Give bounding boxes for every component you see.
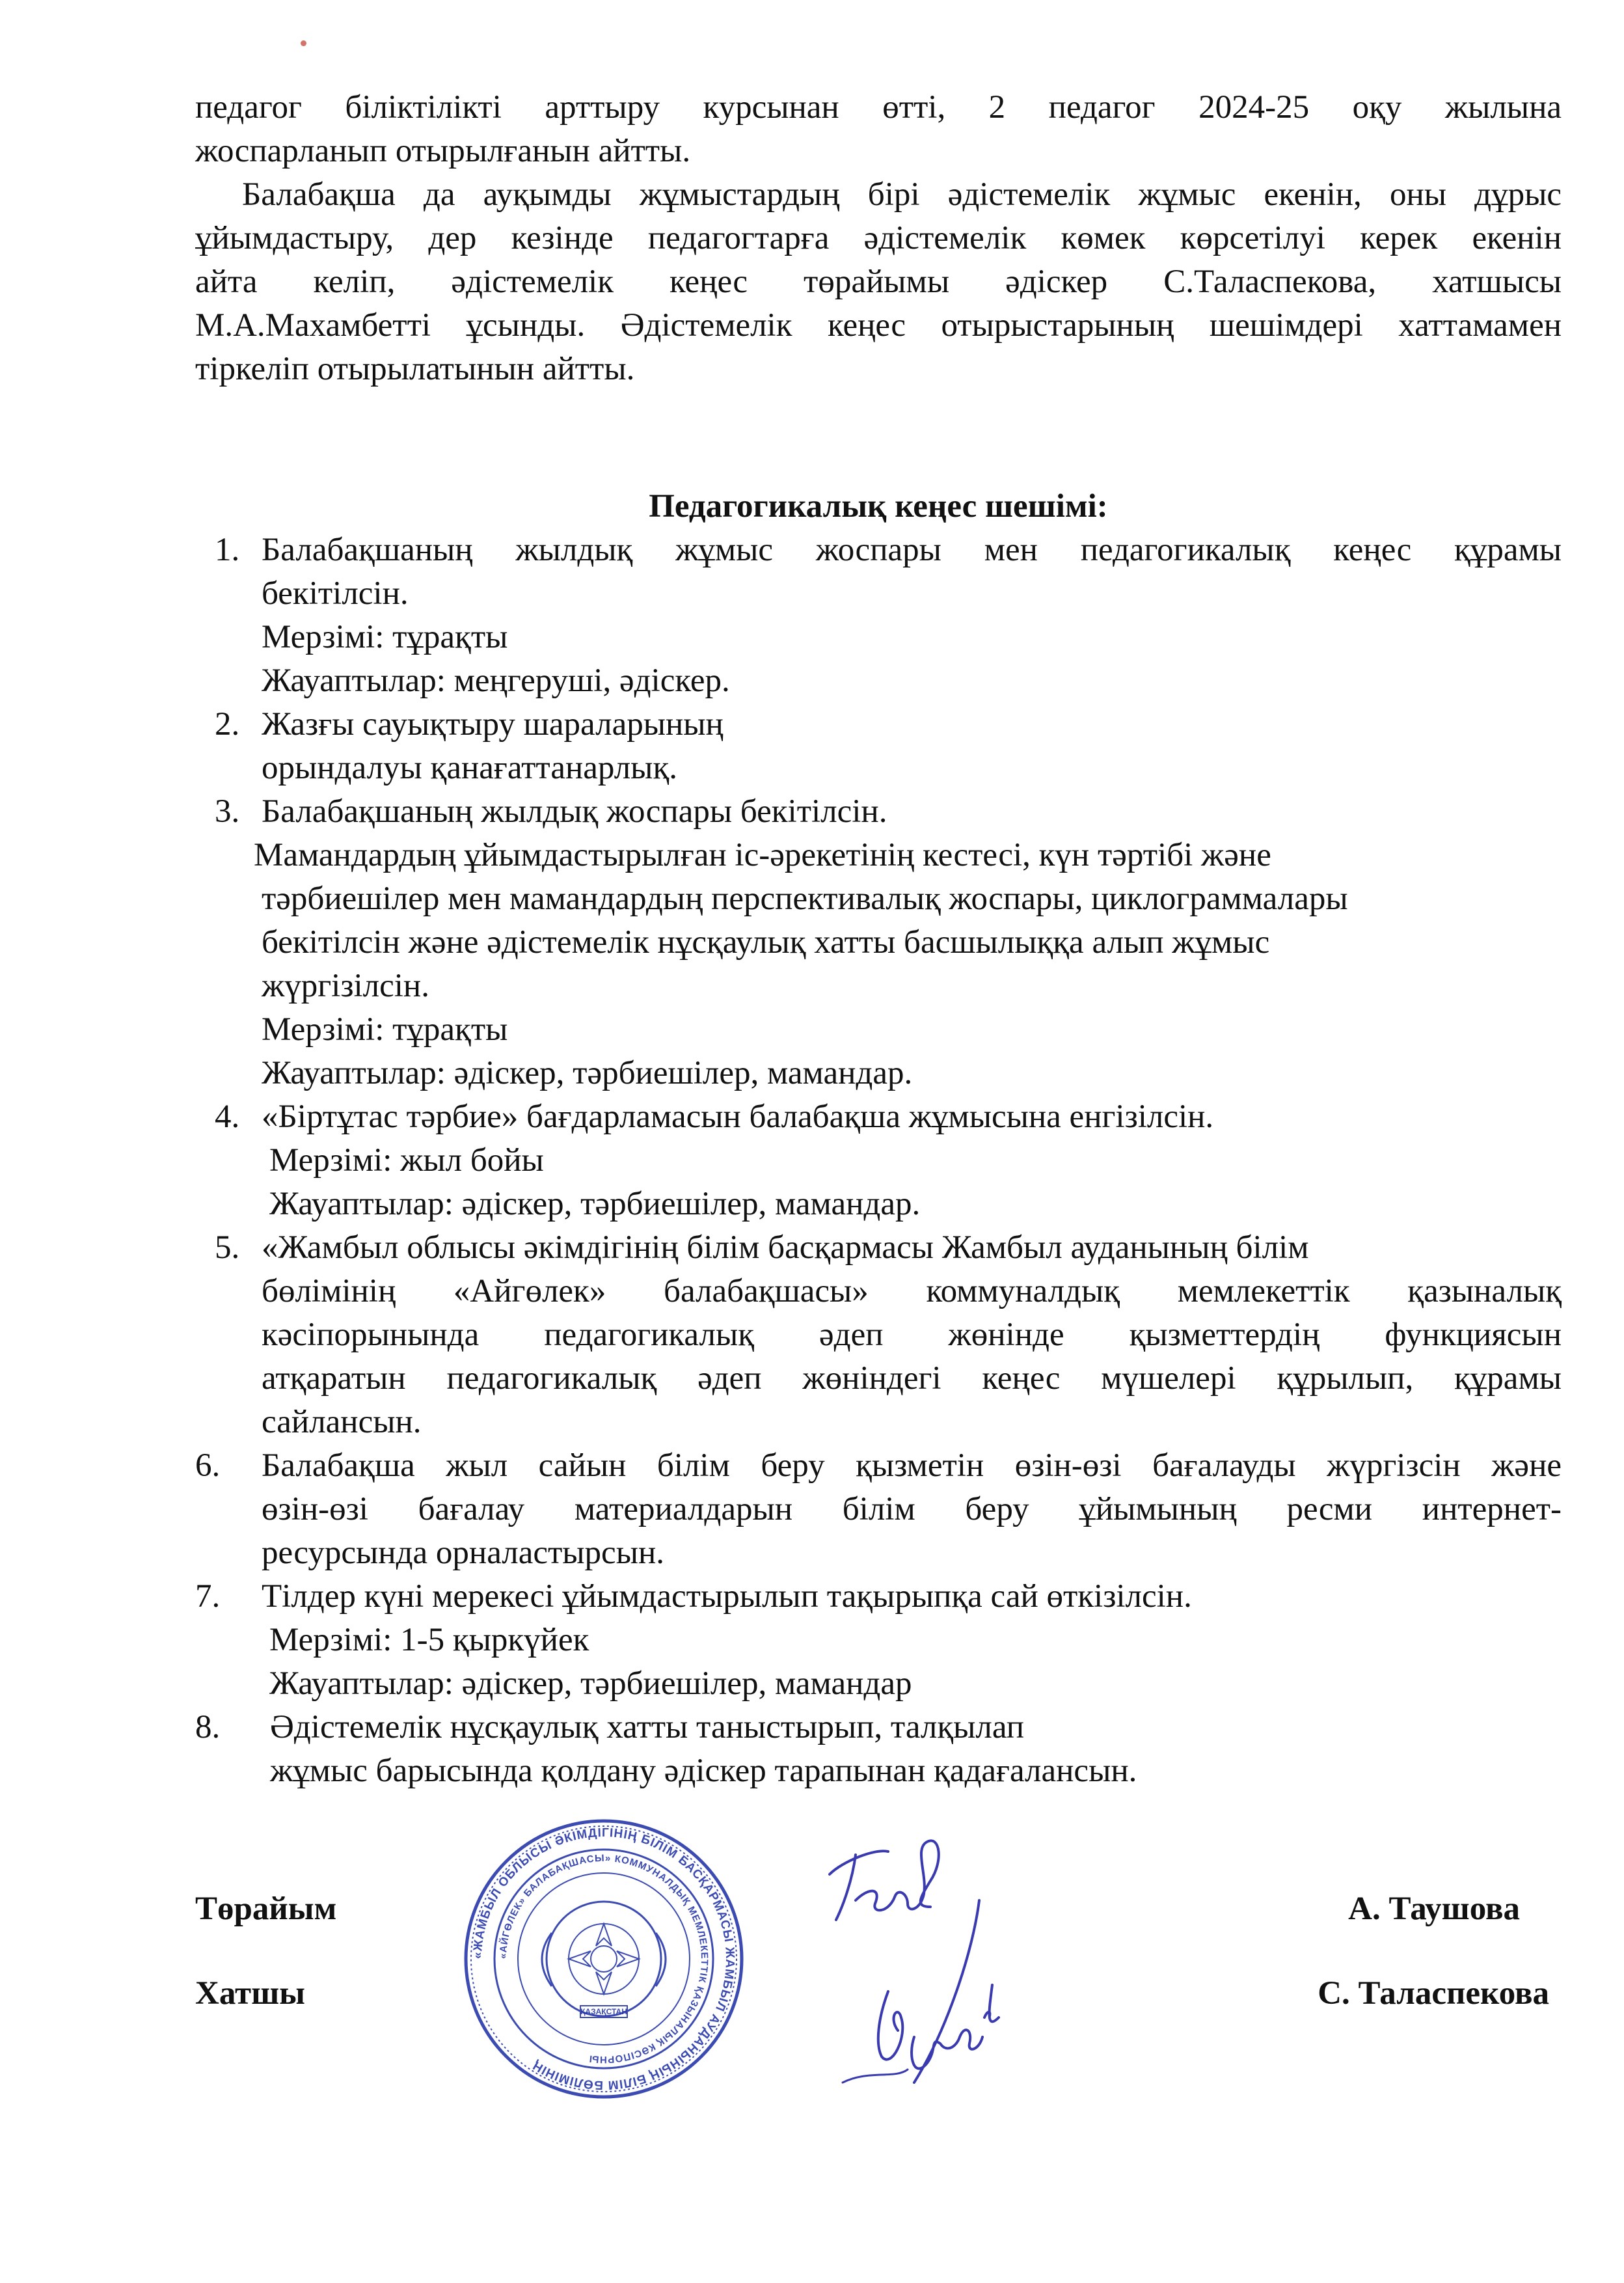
decision-line: кәсіпорынында педагогикалық әдеп жөнінде қызметтердің функциясын (262, 1317, 1562, 1353)
stamp-outer-text: «ЖАМБЫЛ ОБЛЫСЫ ӘКІМДІГІНІҢ БІЛІМ БАСҚАРМАСЫ ЖАМБЫЛ АУДАНЫНЫҢ БІЛІМ БӨЛІМІНІҢ (470, 1825, 737, 2092)
intro-p2-line-4: М.А.Махамбетті ұсынды. Әдістемелік кеңес отырыстарының шешімдері хаттамамен (195, 307, 1562, 344)
stamp-center-text: ҚАЗАҚСТАН (580, 2007, 627, 2016)
decision-line: «Жамбыл облысы әкімдігінің білім басқармасы Жамбыл ауданының білім (262, 1229, 1309, 1266)
decision-line: Жауаптылар: меңгеруші, әдіскер. (262, 663, 730, 699)
intro-p2-line-2: ұйымдастыру, дер кезінде педагогтарға әдістемелік көмек көрсетілуі керек екенін (195, 220, 1562, 256)
decision-line: Мерзімі: тұрақты (262, 619, 508, 655)
intro-p1-line-1: педагог біліктілікті арттыру курсынан өтті, 2 педагог 2024-25 оқу жылына (195, 89, 1562, 126)
decision-line: жұмыс барысында қолдану әдіскер тарапынан қадағалансын. (270, 1753, 1137, 1789)
secretary-label: Хатшы (195, 1975, 305, 2012)
decision-line: тәрбиешілер мен мамандардың перспективалық жоспары, циклограммалары (262, 881, 1348, 917)
decision-line: орындалуы қанағаттанарлық. (262, 750, 677, 786)
intro-p2-line-5: тіркеліп отырылатынын айтты. (195, 351, 635, 387)
decisions-heading: Педагогикалық кеңес шешімі: (649, 488, 1108, 525)
scan-mark (301, 40, 306, 46)
decision-line: бөлімінің «Айгөлек» балабақшасы» коммуналдық мемлекеттік қазыналық (262, 1273, 1562, 1309)
decision-item-1 (195, 528, 1562, 703)
decision-line: Тілдер күні мерекесі ұйымдастырылып тақырыпқа сай өткізілсін. (262, 1578, 1192, 1615)
decisions-list (195, 528, 1562, 1793)
decision-number: 6. (195, 1447, 221, 1484)
decision-item-3 (195, 790, 1562, 1095)
decision-line: Мерзімі: тұрақты (262, 1011, 508, 1048)
decision-line: бекітілсін. (262, 575, 409, 612)
intro-p1-line-2: жоспарланып отырылғанын айтты. (195, 133, 691, 169)
chair-label: Төрайым (195, 1891, 337, 1927)
decision-line: Мамандардың ұйымдастырылған іс-әрекетінің кестесі, күн тәртібі және (254, 837, 1271, 873)
decision-item-2 (195, 703, 1562, 790)
decision-line: Балабақша жыл сайын білім беру қызметін өзін-өзі бағалауды жүргізсін және (262, 1447, 1562, 1484)
decision-line: бекітілсін және әдістемелік нұсқаулық хатты басшылыққа алып жұмыс (262, 924, 1270, 961)
intro-p2-line-3: айта келіп, әдістемелік кеңес төрайымы әдіскер С.Таласпекова, хатшысы (195, 264, 1562, 300)
decision-number: 3. (215, 793, 240, 830)
decision-line: Балабақшаның жылдық жоспары бекітілсін. (262, 793, 887, 830)
decision-item-8 (195, 1706, 1562, 1793)
decision-number: 7. (195, 1578, 221, 1615)
decision-number: 2. (215, 706, 240, 743)
decision-item-5 (195, 1226, 1562, 1444)
decision-number: 1. (215, 532, 240, 568)
decision-line: Жазғы сауықтыру шараларының (262, 706, 724, 743)
decision-line: Мерзімі: жыл бойы (269, 1142, 544, 1179)
decision-line: өзін-өзі бағалау материалдарын білім беру ұйымының ресми интернет- (262, 1491, 1562, 1527)
decision-number: 5. (215, 1229, 240, 1266)
decision-line: Жауаптылар: әдіскер, тәрбиешілер, мамандар (269, 1665, 912, 1702)
decision-line: Жауаптылар: әдіскер, тәрбиешілер, мамандар. (269, 1186, 921, 1222)
handwritten-signatures (817, 1822, 1064, 2109)
chair-name: А. Таушова (1348, 1891, 1520, 1927)
decision-line: «Біртұтас тәрбие» бағдарламасын балабақша жұмысына енгізілсін. (262, 1099, 1214, 1135)
intro-p2-line-1: Балабақша да ауқымды жұмыстардың бірі әдістемелік жұмыс екенін, оны дұрыс (242, 176, 1562, 213)
decision-line: Жауаптылар: әдіскер, тәрбиешілер, мамандар. (262, 1055, 913, 1091)
secretary-name: С. Таласпекова (1318, 1975, 1549, 2012)
decision-line: жүргізілсін. (262, 968, 429, 1004)
decision-number: 4. (215, 1099, 240, 1135)
official-stamp (461, 1816, 747, 2102)
decision-line: Балабақшаның жылдық жұмыс жоспары мен педагогикалық кеңес құрамы (262, 532, 1562, 568)
decision-line: Әдістемелік нұсқаулық хатты таныстырып, талқылап (270, 1709, 1025, 1745)
decision-item-4 (195, 1095, 1562, 1226)
svg-text:«ЖАМБЫЛ ОБЛЫСЫ ӘКІМДІГІНІҢ БІЛ (471, 1826, 737, 2092)
decision-line: атқаратын педагогикалық әдеп жөніндегі кеңес мүшелері құрылып, құрамы (262, 1360, 1562, 1397)
intro-paragraph-1 (195, 86, 1562, 173)
decision-item-7 (195, 1575, 1562, 1706)
decision-line: ресурсында орналастырсын. (262, 1535, 664, 1571)
decision-number: 8. (195, 1709, 221, 1745)
decision-line: Мерзімі: 1-5 қыркүйек (269, 1622, 589, 1658)
stamp-inner-text: «АЙГӨЛЕК» БАЛАБАҚШАСЫ» КОММУНАЛДЫҚ МЕМЛЕКЕТТІК ҚАЗЫНАЛЫҚ КӘСІПОРНЫ (497, 1852, 710, 2066)
decision-item-6 (195, 1444, 1562, 1575)
intro-paragraph-2 (195, 173, 1562, 391)
decision-line: сайлансын. (262, 1404, 422, 1440)
svg-text:«АЙГӨЛЕК» БАЛАБАҚШАСЫ» КОММУНА (498, 1853, 710, 2065)
